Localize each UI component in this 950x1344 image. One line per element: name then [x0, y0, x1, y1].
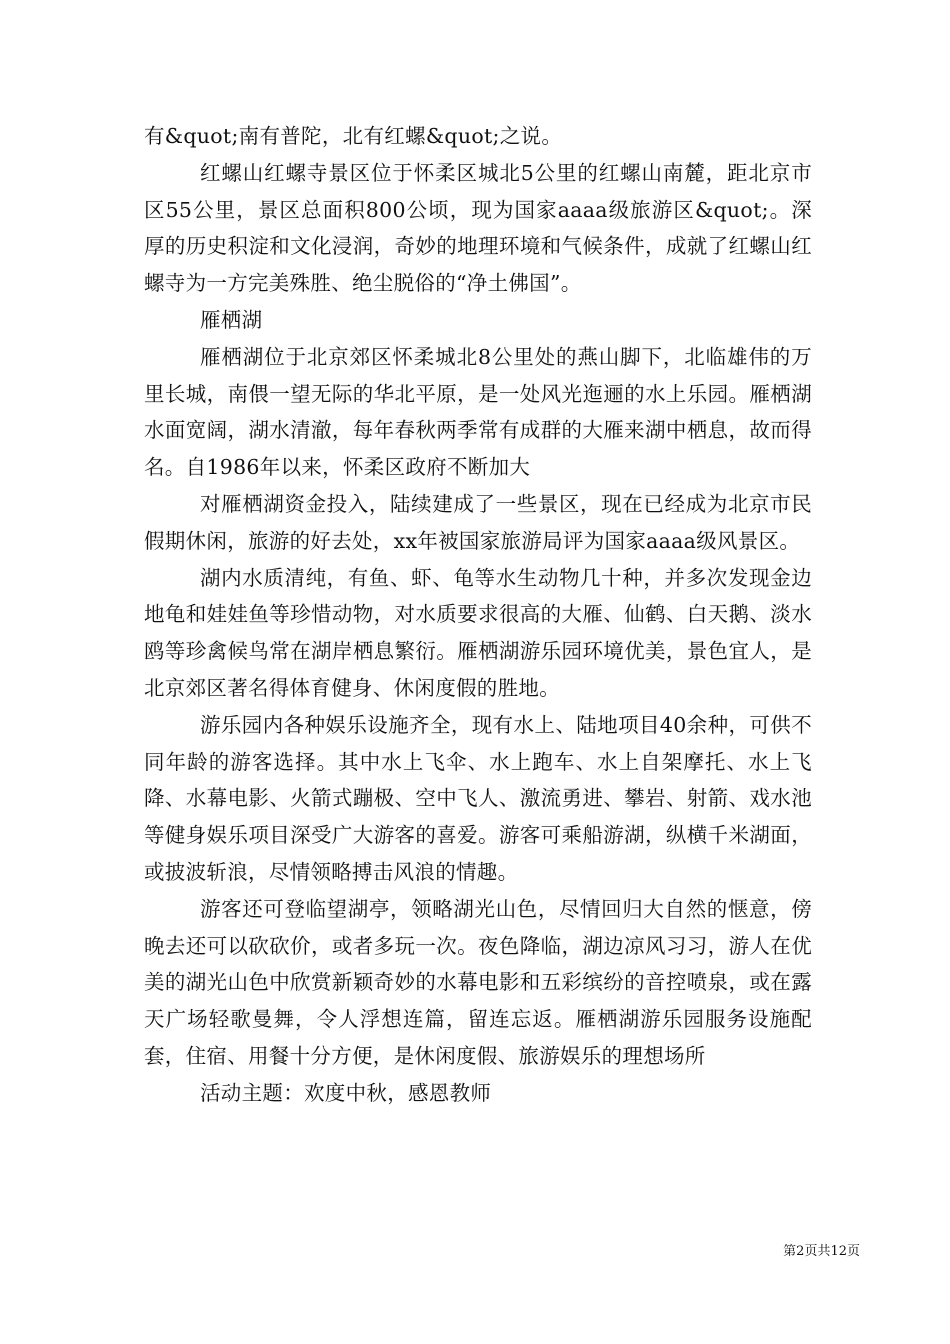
paragraph-yanqi-lake-intro: 雁栖湖位于北京郊区怀柔城北8公里处的燕山脚下，北临雄伟的万里长城，南偎一望无际的华北平原，是一处风光迤逦的水上乐园。雁栖湖水面宽阔，湖水清澈，每年春秋两季常有成群的大雁来湖中栖息，故而得名。自1986年以来，怀柔区政府不断加大 [144, 344, 812, 480]
paragraph-evening-activities: 游客还可登临望湖亭，领略湖光山色，尽情回归大自然的惬意，傍晚去还可以砍砍价，或者多玩一次。夜色降临，湖边凉风习习，游人在优美的湖光山色中欣赏新颖奇妙的水幕电影和五彩缤纷的音控喷泉，或在露天广场轻歌曼舞，令人浮想连篇，留连忘返。雁栖湖游乐园服务设施配套，住宿、用餐十分方便，是休闲度假、旅游娱乐的理想场所 [144, 896, 812, 1068]
paragraph-activity-theme: 活动主题：欢度中秋，感恩教师 [200, 1080, 492, 1105]
paragraph-yanqi-lake-investment: 对雁栖湖资金投入，陆续建成了一些景区，现在已经成为北京市民假期休闲，旅游的好去处，xx年被国家旅游局评为国家aaaa级风景区。 [144, 491, 812, 553]
document-body [144, 118, 812, 1112]
section-heading-yanqi-lake: 雁栖湖 [200, 307, 263, 332]
paragraph-continuation: 有&quot;南有普陀，北有红螺&quot;之说。 [144, 124, 563, 148]
paragraph-amusement-facilities: 游乐园内各种娱乐设施齐全，现有水上、陆地项目40余种，可供不同年龄的游客选择。其中水上飞伞、水上跑车、水上自架摩托、水上飞降、水幕电影、火箭式蹦极、空中飞人、激流勇进、攀岩、射箭、戏水池等健身娱乐项目深受广大游客的喜爱。游客可乘船游湖，纵横千米湖面，或披波斩浪，尽情领略搏击风浪的情趣。 [144, 712, 812, 884]
page-number-footer: 第2页共12页 [783, 1244, 860, 1259]
paragraph-hongluo-temple: 红螺山红螺寺景区位于怀柔区城北5公里的红螺山南麓，距北京市区55公里，景区总面积800公顷，现为国家aaaa级旅游区&quot;。深厚的历史积淀和文化浸润，奇妙的地理环境和气候条件，成就了红螺山红螺寺为一方完美殊胜、绝尘脱俗的“净土佛国”。 [144, 160, 812, 296]
paragraph-yanqi-lake-wildlife: 湖内水质清纯，有鱼、虾、龟等水生动物几十种，并多次发现金边地龟和娃娃鱼等珍惜动物，对水质要求很高的大雁、仙鹤、白天鹅、淡水鸥等珍禽候鸟常在湖岸栖息繁衍。雁栖湖游乐园环境优美，景色宜人，是北京郊区著名得体育健身、休闲度假的胜地。 [144, 565, 812, 700]
